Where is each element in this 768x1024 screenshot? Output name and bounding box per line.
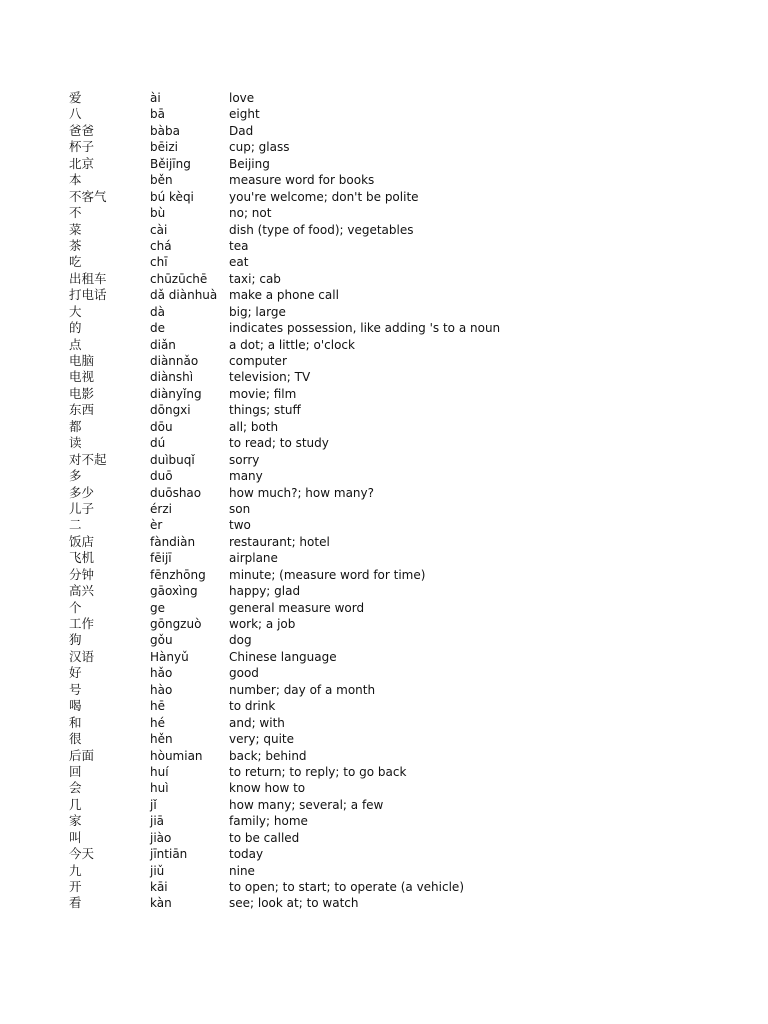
- vocabulary-row: [69, 320, 709, 336]
- pinyin-cell: fēnzhōng: [150, 567, 206, 582]
- pinyin-cell: èr: [150, 518, 163, 533]
- pinyin-cell: diànshì: [150, 370, 194, 385]
- english-cell: big; large: [229, 304, 286, 319]
- vocabulary-row: [69, 369, 709, 385]
- vocabulary-row: [69, 106, 709, 122]
- english-cell: to be called: [229, 830, 300, 845]
- hanzi-cell: 狗: [69, 632, 82, 648]
- english-cell: television; TV: [229, 370, 311, 385]
- hanzi-cell: 吃: [69, 254, 82, 270]
- pinyin-cell: duìbuqǐ: [150, 452, 195, 467]
- pinyin-cell: bù: [150, 206, 166, 221]
- hanzi-cell: 东西: [69, 402, 95, 418]
- pinyin-cell: dà: [150, 304, 165, 319]
- vocabulary-row: [69, 353, 709, 369]
- english-cell: indicates possession, like adding 's to a noun: [229, 321, 501, 336]
- pinyin-cell: jiǔ: [150, 863, 165, 878]
- english-cell: eat: [229, 255, 249, 270]
- pinyin-cell: diànyǐng: [150, 386, 202, 401]
- vocabulary-row: [69, 419, 709, 435]
- hanzi-cell: 出租车: [69, 270, 107, 286]
- pinyin-cell: ài: [150, 91, 161, 105]
- vocabulary-row: [69, 205, 709, 221]
- pinyin-cell: hē: [150, 699, 165, 714]
- hanzi-cell: 都: [69, 418, 82, 434]
- vocabulary-row: [69, 649, 709, 665]
- pinyin-cell: bàba: [150, 123, 180, 138]
- vocabulary-row: [69, 550, 709, 566]
- english-cell: Beijing: [229, 156, 270, 171]
- english-cell: how much?; how many?: [229, 485, 374, 500]
- pinyin-cell: chá: [150, 238, 172, 253]
- hanzi-cell: 好: [69, 665, 82, 681]
- hanzi-cell: 电脑: [69, 353, 95, 368]
- english-cell: to drink: [229, 699, 276, 714]
- hanzi-cell: 读: [69, 435, 82, 451]
- vocabulary-row: [69, 435, 709, 451]
- vocabulary-row: [69, 517, 709, 533]
- english-cell: see; look at; to watch: [229, 896, 359, 911]
- pinyin-cell: huí: [150, 764, 169, 779]
- english-cell: cup; glass: [229, 140, 290, 155]
- hanzi-cell: 看: [69, 895, 82, 911]
- english-cell: things; stuff: [229, 403, 301, 418]
- vocabulary-row: [69, 698, 709, 714]
- vocabulary-row: [69, 583, 709, 599]
- vocabulary-row: [69, 665, 709, 681]
- english-cell: son: [229, 501, 251, 516]
- vocabulary-row: [69, 780, 709, 796]
- hanzi-cell: 不客气: [69, 188, 107, 204]
- hanzi-cell: 电视: [69, 369, 95, 385]
- hanzi-cell: 很: [69, 731, 82, 747]
- pinyin-cell: hào: [150, 682, 173, 697]
- pinyin-cell: bú kèqi: [150, 189, 194, 204]
- pinyin-cell: fēijī: [150, 551, 172, 566]
- english-cell: sorry: [229, 452, 260, 467]
- hanzi-cell: 后面: [69, 747, 95, 763]
- hanzi-cell: 几: [69, 796, 82, 812]
- pinyin-cell: diànnǎo: [150, 354, 199, 368]
- vocabulary-row: [69, 830, 709, 846]
- english-cell: dog: [229, 633, 252, 648]
- pinyin-cell: bēizi: [150, 140, 178, 155]
- pinyin-cell: bā: [150, 107, 165, 122]
- hanzi-cell: 北京: [69, 155, 95, 171]
- pinyin-cell: érzi: [150, 501, 172, 516]
- hanzi-cell: 菜: [69, 221, 82, 237]
- english-cell: to return; to reply; to go back: [229, 764, 407, 779]
- pinyin-cell: hěn: [150, 732, 173, 747]
- hanzi-cell: 九: [69, 862, 82, 878]
- vocabulary-row: [69, 386, 709, 402]
- english-cell: Chinese language: [229, 649, 337, 664]
- hanzi-cell: 二: [69, 517, 82, 533]
- pinyin-cell: hòumian: [150, 748, 203, 763]
- hanzi-cell: 不: [69, 205, 82, 221]
- hanzi-cell: 对不起: [69, 451, 107, 467]
- pinyin-cell: huì: [150, 781, 169, 796]
- hanzi-cell: 工作: [69, 616, 95, 631]
- vocabulary-row: [69, 238, 709, 254]
- vocabulary-row: [69, 632, 709, 648]
- english-cell: make a phone call: [229, 288, 339, 303]
- english-cell: happy; glad: [229, 584, 301, 599]
- pinyin-cell: Hànyǔ: [150, 649, 189, 664]
- hanzi-cell: 多少: [69, 484, 95, 500]
- english-cell: minute; (measure word for time): [229, 567, 426, 582]
- vocabulary-row: [69, 731, 709, 747]
- pinyin-cell: diǎn: [150, 337, 176, 352]
- hanzi-cell: 本: [69, 172, 82, 188]
- vocabulary-row: [69, 90, 709, 106]
- hanzi-cell: 爱: [69, 90, 82, 105]
- english-cell: movie; film: [229, 386, 297, 401]
- english-cell: a dot; a little; o'clock: [229, 337, 355, 352]
- vocabulary-row: [69, 468, 709, 484]
- hanzi-cell: 高兴: [69, 583, 95, 599]
- vocabulary-row: [69, 156, 709, 172]
- vocabulary-row: [69, 501, 709, 517]
- english-cell: general measure word: [229, 600, 365, 615]
- pinyin-cell: fàndiàn: [150, 534, 196, 549]
- pinyin-cell: cài: [150, 222, 168, 237]
- hanzi-cell: 点: [69, 336, 82, 352]
- pinyin-cell: dú: [150, 436, 166, 451]
- vocabulary-row: [69, 682, 709, 698]
- pinyin-cell: jiā: [150, 814, 165, 829]
- pinyin-cell: ge: [150, 600, 165, 615]
- pinyin-cell: gōngzuò: [150, 617, 202, 631]
- vocabulary-row: [69, 863, 709, 879]
- vocabulary-row: [69, 616, 709, 632]
- vocabulary-row: [69, 402, 709, 418]
- english-cell: many: [229, 469, 263, 484]
- english-cell: eight: [229, 107, 260, 122]
- english-cell: good: [229, 666, 259, 681]
- hanzi-cell: 家: [69, 813, 82, 829]
- english-cell: measure word for books: [229, 173, 375, 188]
- pinyin-cell: dōu: [150, 419, 173, 434]
- vocabulary-row: [69, 304, 709, 320]
- english-cell: no; not: [229, 206, 272, 221]
- vocabulary-row: [69, 287, 709, 303]
- vocabulary-row: [69, 254, 709, 270]
- english-cell: know how to: [229, 781, 306, 796]
- pinyin-cell: chūzūchē: [150, 271, 208, 286]
- hanzi-cell: 杯子: [69, 139, 95, 155]
- hanzi-cell: 爸爸: [69, 122, 95, 138]
- vocabulary-row: [69, 764, 709, 780]
- english-cell: dish (type of food); vegetables: [229, 222, 414, 237]
- vocabulary-row: [69, 748, 709, 764]
- hanzi-cell: 的: [69, 320, 82, 336]
- hanzi-cell: 打电话: [69, 287, 107, 303]
- pinyin-cell: duō: [150, 469, 173, 484]
- pinyin-cell: běn: [150, 173, 173, 188]
- pinyin-cell: duōshao: [150, 485, 202, 500]
- english-cell: family; home: [229, 814, 308, 829]
- pinyin-cell: gāoxìng: [150, 584, 198, 599]
- hanzi-cell: 分钟: [69, 566, 95, 582]
- vocabulary-row: [69, 189, 709, 205]
- hanzi-cell: 飞机: [69, 550, 95, 566]
- hanzi-cell: 喝: [69, 698, 82, 714]
- vocabulary-row: [69, 846, 709, 862]
- hanzi-cell: 回: [69, 763, 82, 779]
- vocabulary-row: [69, 534, 709, 550]
- hanzi-cell: 叫: [69, 829, 82, 845]
- english-cell: today: [229, 847, 264, 862]
- hanzi-cell: 会: [69, 780, 82, 796]
- vocabulary-row: [69, 600, 709, 616]
- pinyin-cell: hé: [150, 715, 165, 730]
- hanzi-cell: 汉语: [69, 648, 95, 664]
- english-cell: to read; to study: [229, 436, 329, 451]
- hanzi-cell: 多: [69, 468, 82, 484]
- hanzi-cell: 八: [69, 106, 82, 122]
- pinyin-cell: jǐ: [150, 797, 157, 812]
- english-cell: back; behind: [229, 748, 307, 763]
- pinyin-cell: kàn: [150, 896, 172, 911]
- hanzi-cell: 号: [69, 681, 82, 697]
- english-cell: tea: [229, 238, 249, 253]
- hanzi-cell: 和: [69, 714, 82, 730]
- hanzi-cell: 电影: [69, 385, 95, 401]
- english-cell: love: [229, 91, 255, 105]
- vocabulary-row: [69, 797, 709, 813]
- english-cell: taxi; cab: [229, 271, 281, 286]
- english-cell: how many; several; a few: [229, 797, 384, 812]
- english-cell: two: [229, 518, 251, 533]
- pinyin-cell: jīntiān: [150, 847, 188, 862]
- english-cell: very; quite: [229, 732, 295, 747]
- vocabulary-row: [69, 452, 709, 468]
- english-cell: Dad: [229, 123, 254, 138]
- english-cell: you're welcome; don't be polite: [229, 189, 419, 204]
- pinyin-cell: chī: [150, 255, 168, 270]
- hanzi-cell: 开: [69, 879, 82, 894]
- english-cell: and; with: [229, 715, 285, 730]
- vocabulary-row: [69, 139, 709, 155]
- vocabulary-row: [69, 172, 709, 188]
- hanzi-cell: 饭店: [69, 533, 95, 549]
- pinyin-cell: de: [150, 321, 165, 336]
- english-cell: all; both: [229, 419, 279, 434]
- vocabulary-row: [69, 222, 709, 238]
- english-cell: number; day of a month: [229, 682, 376, 697]
- pinyin-cell: dǎ diànhuà: [150, 288, 218, 303]
- english-cell: nine: [229, 863, 255, 878]
- vocabulary-row: [69, 271, 709, 287]
- vocabulary-row: [69, 813, 709, 829]
- vocabulary-row: [69, 123, 709, 139]
- pinyin-cell: dōngxi: [150, 403, 191, 418]
- vocabulary-row: [69, 715, 709, 731]
- pinyin-cell: hǎo: [150, 666, 173, 681]
- vocabulary-row: [69, 567, 709, 583]
- vocabulary-row: [69, 485, 709, 501]
- hanzi-cell: 大: [69, 303, 82, 319]
- vocabulary-row: [69, 337, 709, 353]
- english-cell: to open; to start; to operate (a vehicle): [229, 880, 464, 894]
- english-cell: computer: [229, 354, 287, 368]
- hanzi-cell: 个: [69, 599, 82, 615]
- hanzi-cell: 茶: [69, 237, 82, 253]
- english-cell: work; a job: [229, 617, 296, 631]
- pinyin-cell: kāi: [150, 880, 168, 894]
- pinyin-cell: gǒu: [150, 633, 173, 648]
- pinyin-cell: Běijīng: [150, 156, 191, 171]
- pinyin-cell: jiào: [150, 830, 172, 845]
- vocabulary-list: [69, 90, 709, 912]
- hanzi-cell: 儿子: [69, 500, 95, 516]
- hanzi-cell: 今天: [69, 846, 95, 862]
- vocabulary-row: [69, 879, 709, 895]
- vocabulary-row: [69, 895, 709, 911]
- english-cell: restaurant; hotel: [229, 534, 330, 549]
- english-cell: airplane: [229, 551, 278, 566]
